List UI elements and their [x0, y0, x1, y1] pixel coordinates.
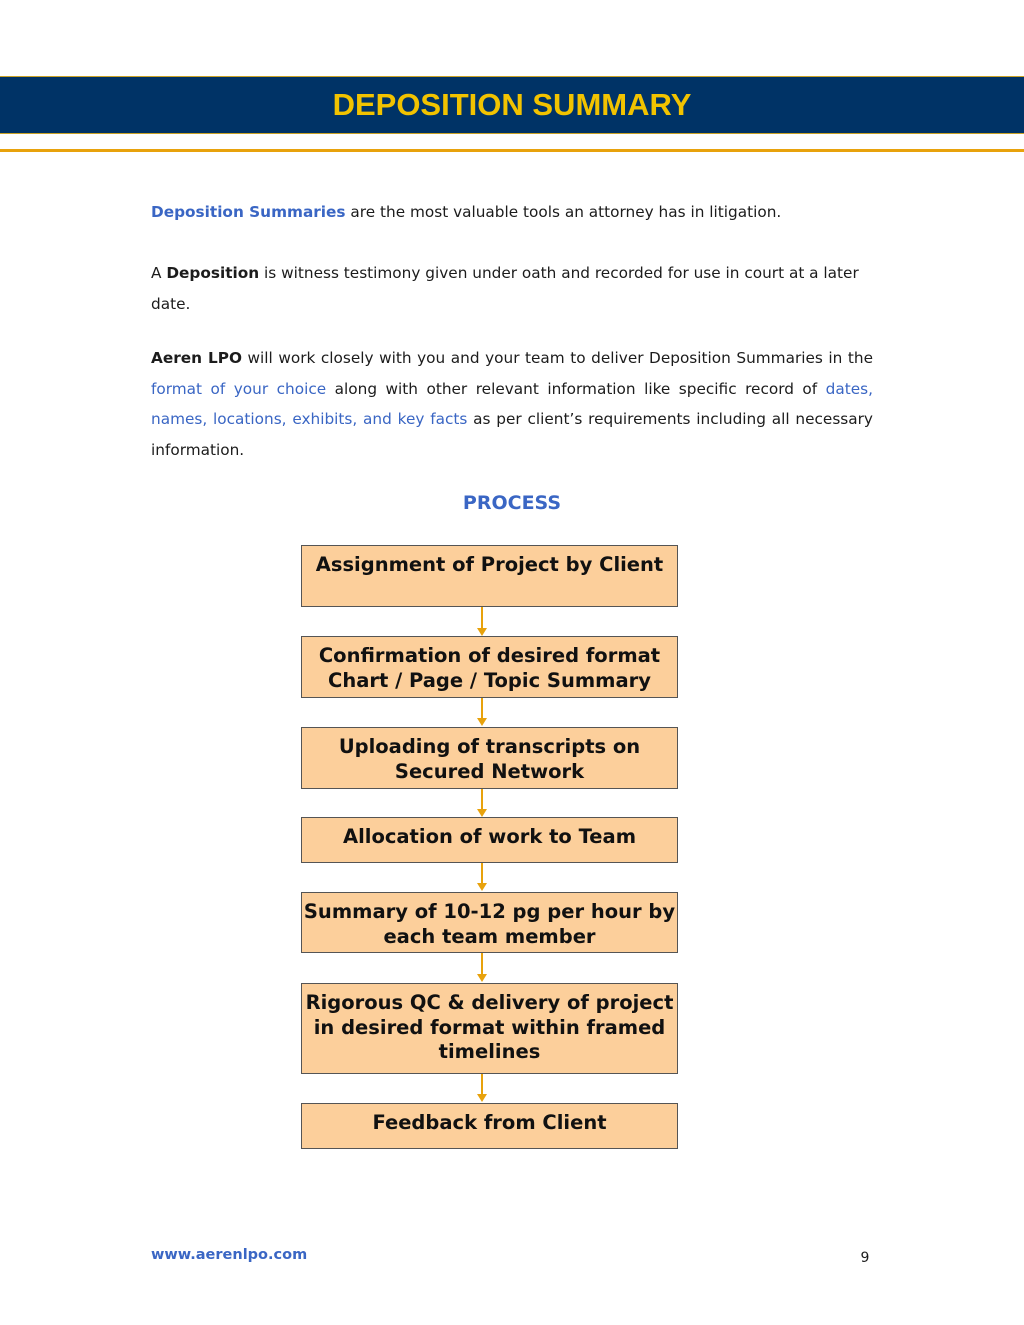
process-step-summary: Summary of 10-12 pg per hour by each team member — [301, 892, 678, 953]
intro-paragraph-2-prefix: A — [151, 264, 167, 282]
header-banner — [0, 76, 1024, 134]
flow-arrow-head — [477, 809, 487, 817]
process-step-allocation: Allocation of work to Team — [301, 817, 678, 863]
process-step-assignment: Assignment of Project by Client — [301, 545, 678, 607]
flow-arrow-line — [481, 953, 483, 975]
format-highlight: format of your choice — [151, 379, 327, 398]
record-details-highlight: dates, names, locations, exhibits, and key facts — [151, 379, 873, 428]
process-step-uploading: Uploading of transcripts on Secured Network — [301, 727, 678, 789]
intro-paragraph-1-text: are the most valuable tools an attorney has in litigation. — [345, 203, 782, 221]
flow-arrow-head — [477, 974, 487, 982]
flow-arrow-line — [481, 698, 483, 719]
process-step-qc-delivery: Rigorous QC & delivery of project in desired format within framed timelines — [301, 983, 678, 1074]
intro-paragraph-3-text-c: as per client’s requirements including all necessary information. — [151, 410, 873, 459]
flow-arrow-line — [481, 1074, 483, 1095]
process-step-confirmation: Confirmation of desired format Chart / Page / Topic Summary — [301, 636, 678, 698]
flow-arrow-head — [477, 718, 487, 726]
intro-paragraph-1 — [151, 197, 873, 228]
process-step-feedback: Feedback from Client — [301, 1103, 678, 1149]
intro-paragraph-3-text-a: will work closely with you and your team to deliver Deposition Summaries in the — [242, 349, 873, 367]
company-name: Aeren LPO — [151, 349, 242, 367]
intro-paragraph-3-text-b: along with other relevant information like specific record of — [326, 379, 826, 398]
deposition-summaries-term: Deposition Summaries — [151, 203, 346, 221]
deposition-term: Deposition — [166, 264, 260, 282]
flow-arrow-line — [481, 863, 483, 884]
intro-paragraph-2-text: is witness testimony given under oath and recorded for use in court at a later date. — [151, 264, 859, 313]
intro-paragraph-2 — [151, 258, 873, 319]
process-heading: PROCESS — [462, 492, 562, 514]
flow-arrow-head — [477, 1094, 487, 1102]
flow-arrow-head — [477, 628, 487, 636]
flow-arrow-line — [481, 789, 483, 810]
flow-arrow-head — [477, 883, 487, 891]
header-divider — [0, 149, 1024, 152]
intro-paragraph-3 — [151, 343, 873, 465]
page-title: DEPOSITION SUMMARY — [332, 87, 692, 122]
page-number: 9 — [860, 1250, 870, 1266]
flow-arrow-line — [481, 607, 483, 629]
website-link[interactable]: www.aerenlpo.com — [151, 1247, 308, 1263]
